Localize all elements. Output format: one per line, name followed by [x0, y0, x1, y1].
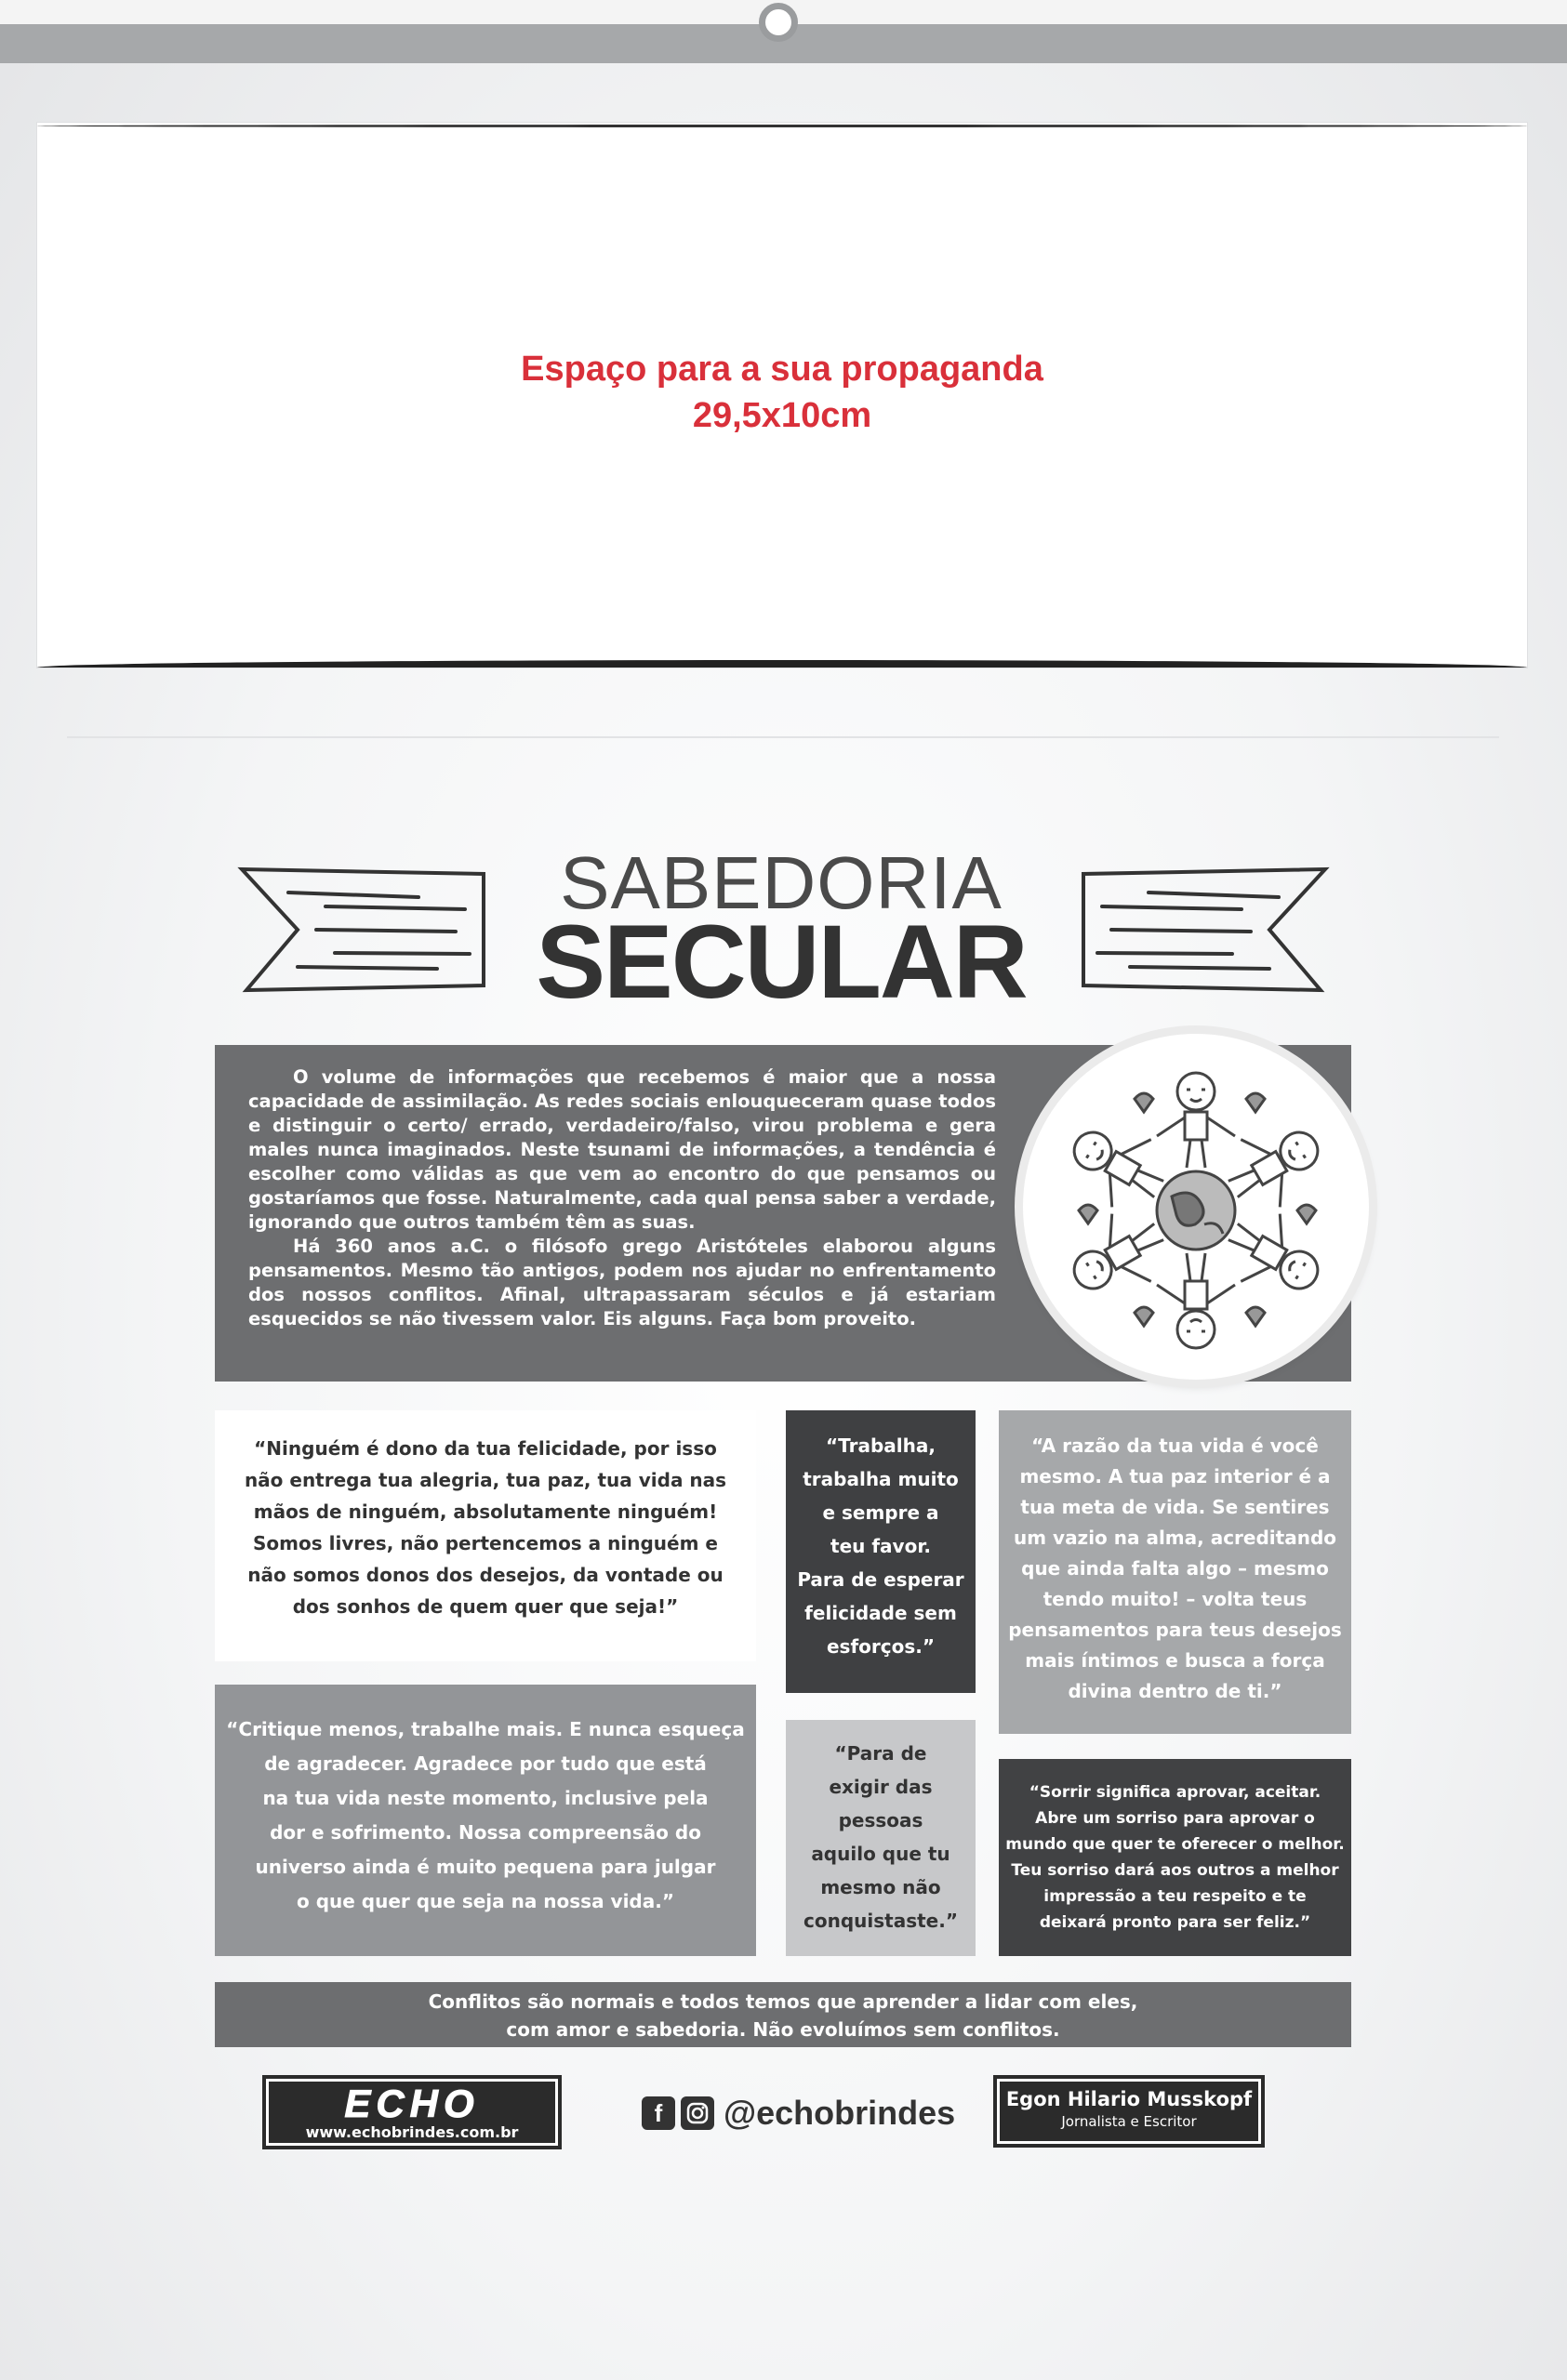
social-handle-text: @echobrindes — [724, 2094, 956, 2132]
author-role: Jornalista e Escritor — [1061, 2113, 1197, 2130]
quote-line: na tua vida neste momento, inclusive pela — [262, 1787, 709, 1809]
quote-card-2 — [786, 1410, 976, 1693]
quote-line: “Sorrir significa aprovar, aceitar. — [1029, 1783, 1321, 1802]
quote-line: aquilo que tu — [811, 1843, 950, 1865]
quote-line: de agradecer. Agradece por tudo que está — [264, 1752, 707, 1775]
ad-title: Espaço para a sua propaganda — [521, 350, 1043, 389]
children-around-globe-illustration — [1023, 1034, 1369, 1380]
closing-line-2: com amor e sabedoria. Não evoluímos sem conflitos. — [506, 2018, 1060, 2041]
quote-card-5 — [786, 1720, 976, 1956]
quote-line: e sempre a — [822, 1501, 939, 1524]
quote-line: pessoas — [838, 1809, 923, 1831]
ribbon-right-icon — [1074, 855, 1335, 1004]
quote-card-6 — [999, 1759, 1351, 1956]
intro-paragraph-2: Há 360 anos a.C. o filósofo grego Aristóteles elaborou alguns pensamentos. Mesmo tão antigos, podem nos ajudar no enfrentamento dos nossos conflitos. Afinal, ultrapassaram séculos e já estariam esquecidos se não tivessem valor. Eis alguns. Faça bom proveito. — [248, 1236, 996, 1329]
ad-space — [37, 123, 1527, 668]
title-line-2: SECULAR — [536, 904, 1027, 1020]
quote-line: não entrega tua alegria, tua paz, tua vida nas — [244, 1469, 727, 1491]
quote-line: o que quer que seja na nossa vida.” — [297, 1890, 674, 1912]
intro-text — [248, 1065, 996, 1331]
quote-line: Abre um sorriso para aprovar o — [1035, 1809, 1315, 1828]
quote-line: pensamentos para teus desejos — [1008, 1619, 1342, 1641]
echo-logo: ECHO — [344, 2082, 480, 2125]
quote-card-4 — [215, 1685, 756, 1956]
quote-line: que ainda falta algo – mesmo — [1021, 1557, 1329, 1580]
quote-line: mais íntimos e busca a força — [1025, 1649, 1325, 1672]
quote-line: um vazio na alma, acreditando — [1013, 1527, 1337, 1549]
quote-line: Teu sorriso dará aos outros a melhor — [1011, 1861, 1339, 1880]
instagram-icon — [681, 2096, 714, 2130]
author-box — [993, 2075, 1265, 2148]
quote-line: mesmo não — [820, 1876, 941, 1898]
quote-line: tua meta de vida. Se sentires — [1020, 1496, 1330, 1518]
quote-line: mãos de ninguém, absolutamente ninguém! — [253, 1501, 718, 1523]
quote-line: conquistaste.” — [803, 1910, 958, 1932]
ad-top-edge — [37, 125, 1527, 127]
quote-line: felicidade sem — [804, 1602, 957, 1624]
quote-line: teu favor. — [830, 1535, 931, 1557]
ad-size: 29,5x10cm — [692, 396, 872, 435]
quote-line: impressão a teu respeito e te — [1043, 1887, 1307, 1906]
quote-line: mesmo. A tua paz interior é a — [1019, 1465, 1331, 1488]
quote-line: “A razão da tua vida é você — [1031, 1435, 1319, 1457]
quote-line: universo ainda é muito pequena para julgar — [255, 1856, 716, 1878]
quote-card-3 — [999, 1410, 1351, 1734]
author-name: Egon Hilario Musskopf — [1005, 2088, 1253, 2110]
title-line-1: SABEDORIA — [560, 841, 1003, 924]
quote-line: divina dentro de ti.” — [1068, 1680, 1282, 1702]
hanger-hole-icon — [759, 3, 798, 42]
echo-url: www.echobrindes.com.br — [305, 2123, 519, 2141]
facebook-icon: f — [642, 2096, 675, 2130]
quote-line: não somos donos dos desejos, da vontade ou — [247, 1564, 724, 1586]
echo-brand-box — [262, 2075, 562, 2149]
closing-band — [215, 1982, 1351, 2047]
intro-paragraph-1: O volume de informações que recebemos é maior que a nossa capacidade de assimilação. As redes sociais enlouqueceram quase todos e distinguir o certo/ errado, verdadeiro/falso, virou problema e gera males nunca imaginados. Neste tsunami de informações, a tendência é escolher como válidas as que vem ao encontro do que pensamos ou gostaríamos que fosse. Naturalmente, cada qual pensa saber a verdade, ignorando que outros também têm as suas. — [248, 1066, 996, 1233]
ribbon-left-icon — [232, 855, 493, 1004]
divider-line — [67, 736, 1499, 738]
quote-line: dos sonhos de quem quer que seja!” — [292, 1595, 679, 1618]
quote-line: Para de esperar — [797, 1568, 964, 1591]
quote-line: Somos livres, não pertencemos a ninguém e — [253, 1532, 718, 1554]
quote-line: “Critique menos, trabalhe mais. E nunca esqueça — [226, 1718, 745, 1740]
quote-line: trabalha muito — [803, 1468, 959, 1490]
quote-line: tendo muito! – volta teus — [1042, 1588, 1308, 1610]
quote-line: esforços.” — [826, 1635, 935, 1658]
children-around-globe-icon — [1023, 1034, 1369, 1380]
quote-line: deixará pronto para ser feliz.” — [1039, 1913, 1311, 1932]
quote-line: dor e sofrimento. Nossa compreensão do — [270, 1821, 701, 1844]
quote-card-1 — [215, 1410, 756, 1661]
quote-line: “Ninguém é dono da tua felicidade, por isso — [254, 1437, 717, 1460]
closing-line-1: Conflitos são normais e todos temos que aprender a lidar com eles, — [428, 1990, 1138, 2013]
quote-line: “Para de — [834, 1742, 927, 1765]
social-handle — [642, 2092, 955, 2135]
ad-bottom-edge — [37, 660, 1527, 668]
quote-line: mundo que quer te oferecer o melhor. — [1005, 1835, 1345, 1854]
quote-line: exigir das — [829, 1776, 933, 1798]
quote-line: “Trabalha, — [826, 1435, 936, 1457]
